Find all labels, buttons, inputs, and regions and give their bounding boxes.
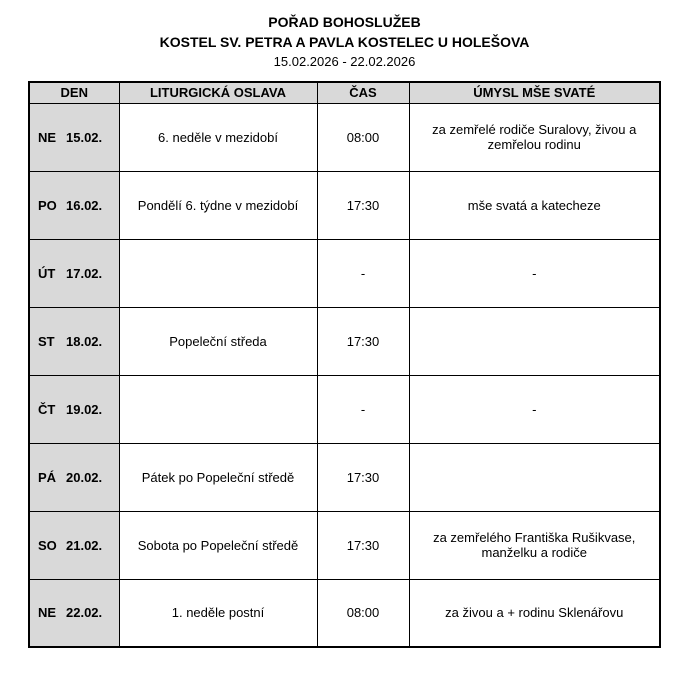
page-subtitle: KOSTEL SV. PETRA A PAVLA KOSTELEC U HOLEŠOVA: [159, 34, 530, 50]
col-header-liturgicka-oslava: LITURGICKÁ OSLAVA: [119, 82, 317, 103]
intention-cell: [409, 443, 660, 511]
day-date: 21.02.: [66, 537, 103, 553]
intention-cell: za zemřelé rodiče Suralovy, živou a zemřelou rodinu: [409, 103, 660, 171]
time-cell: -: [317, 375, 409, 443]
celebration-cell: [119, 239, 317, 307]
col-header-cas: ČAS: [317, 82, 409, 103]
col-header-umysl-mse-svate: ÚMYSL MŠE SVATÉ: [409, 82, 660, 103]
table-row: [29, 239, 660, 307]
time-cell: 08:00: [317, 103, 409, 171]
day-abbr: NE: [38, 605, 57, 621]
col-header-den: DEN: [29, 82, 119, 103]
intention-cell: -: [409, 239, 660, 307]
celebration-cell: Sobota po Popeleční středě: [119, 511, 317, 579]
table-row: [29, 171, 660, 239]
celebration-cell: [119, 375, 317, 443]
table-row: [29, 307, 660, 375]
celebration-cell: 1. neděle postní: [119, 579, 317, 647]
day-date: 17.02.: [66, 265, 103, 281]
day-date: 15.02.: [66, 129, 103, 145]
time-cell: 17:30: [317, 443, 409, 511]
day-cell: [29, 239, 119, 307]
day-date: 16.02.: [66, 197, 103, 213]
time-cell: 17:30: [317, 171, 409, 239]
day-cell: [29, 443, 119, 511]
date-range: 15.02.2026 - 22.02.2026: [273, 54, 416, 69]
page-title: POŘAD BOHOSLUŽEB: [268, 14, 421, 30]
document-header: [0, 12, 689, 71]
day-cell: [29, 511, 119, 579]
table-header-row: [29, 82, 660, 103]
table-row: [29, 511, 660, 579]
day-cell: [29, 103, 119, 171]
table-row: [29, 103, 660, 171]
day-date: 19.02.: [66, 401, 103, 417]
day-abbr: ÚT: [38, 265, 56, 281]
day-abbr: PÁ: [38, 469, 57, 485]
celebration-cell: Pondělí 6. týdne v mezidobí: [119, 171, 317, 239]
schedule-table: [28, 81, 661, 648]
intention-cell: za živou a + rodinu Sklenářovu: [409, 579, 660, 647]
day-cell: [29, 171, 119, 239]
day-abbr: SO: [38, 537, 57, 553]
day-abbr: ST: [38, 333, 55, 349]
table-row: [29, 579, 660, 647]
day-date: 18.02.: [66, 333, 103, 349]
day-date: 20.02.: [66, 469, 103, 485]
day-abbr: NE: [38, 129, 57, 145]
intention-cell: -: [409, 375, 660, 443]
day-cell: [29, 375, 119, 443]
celebration-cell: Pátek po Popeleční středě: [119, 443, 317, 511]
celebration-cell: Popeleční středa: [119, 307, 317, 375]
celebration-cell: 6. neděle v mezidobí: [119, 103, 317, 171]
time-cell: 08:00: [317, 579, 409, 647]
day-abbr: ČT: [38, 401, 56, 417]
intention-cell: mše svatá a katecheze: [409, 171, 660, 239]
time-cell: -: [317, 239, 409, 307]
day-cell: [29, 579, 119, 647]
time-cell: 17:30: [317, 307, 409, 375]
time-cell: 17:30: [317, 511, 409, 579]
table-row: [29, 375, 660, 443]
table-row: [29, 443, 660, 511]
day-cell: [29, 307, 119, 375]
intention-cell: [409, 307, 660, 375]
day-date: 22.02.: [66, 605, 103, 621]
intention-cell: za zemřelého Františka Rušikvase, manželku a rodiče: [409, 511, 660, 579]
day-abbr: PO: [38, 197, 57, 213]
